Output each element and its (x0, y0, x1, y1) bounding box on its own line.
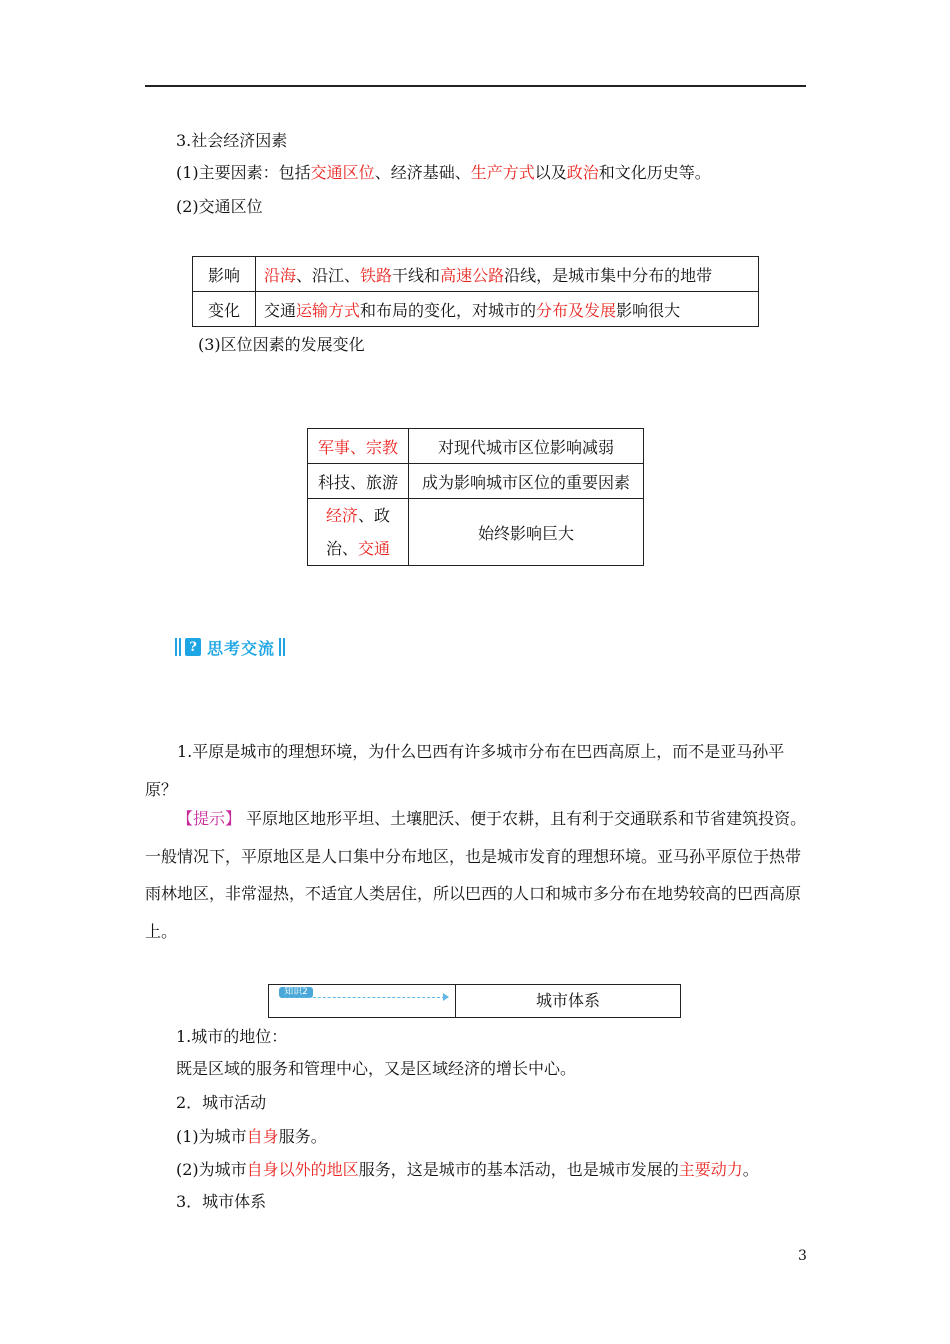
row-value (256, 257, 759, 292)
arrow-icon (443, 993, 449, 1001)
emphasis: 主要动力 (678, 1160, 743, 1179)
table-row (308, 499, 644, 566)
emphasis: 高速公路 (440, 265, 505, 285)
row-key: 影响 (193, 257, 256, 292)
row-key (308, 499, 409, 566)
main-factors-line (176, 160, 711, 183)
text: (1)主要因素：包括 (176, 163, 311, 182)
knowledge-badge: 知识2 (279, 987, 313, 998)
table-row (193, 257, 759, 292)
factor-change-subheading: (3)区位因素的发展变化 (198, 335, 365, 354)
emphasis: 生产方式 (470, 163, 535, 182)
header-rule (145, 85, 806, 87)
text: (1)为城市 (176, 1127, 247, 1146)
knowledge-title: 城市体系 (535, 991, 600, 1010)
traffic-table (192, 256, 759, 327)
dashed-arrow-line (283, 997, 445, 998)
answer-text: 平原地区地形平坦、土壤肥沃、便于农耕，且有利于交通联系和节省建筑投资。一般情况下，平原地区是人口集中分布地区，也是城市发育的理想环境。亚马孙平原位于热带雨林地区，非常湿热，不适宜人类居住，所以巴西的人口和城市多分布在地势较高的巴西高原上。 (145, 809, 807, 941)
text: (2)为城市 (176, 1160, 247, 1179)
city-status-heading: 1.城市的地位： (176, 1027, 288, 1046)
text: 干线和 (392, 265, 441, 285)
city-activity-item-2 (176, 1157, 759, 1180)
tag-label: 思考交流 (207, 638, 276, 658)
emphasis: 自身 (246, 1127, 279, 1146)
city-activity-item-1 (176, 1124, 327, 1147)
emphasis: 经济 (325, 506, 358, 525)
emphasis: 政治 (566, 163, 599, 182)
text: 服务。 (278, 1127, 327, 1146)
think-exchange-tag (175, 636, 287, 658)
tag-bar (283, 638, 285, 656)
city-activity-heading: 2．城市活动 (176, 1093, 267, 1112)
tag-bar (179, 638, 181, 656)
factor-change-table (307, 428, 644, 566)
knowledge-banner (268, 984, 681, 1018)
row-value: 成为影响城市区位的重要因素 (409, 464, 644, 499)
tag-bar (175, 638, 177, 656)
emphasis: 分布及发展 (536, 300, 617, 320)
text: 交通 (264, 300, 297, 320)
text: 。 (742, 1160, 759, 1179)
row-value: 始终影响巨大 (409, 499, 644, 566)
emphasis: 交通区位 (310, 163, 375, 182)
table-row (308, 429, 644, 464)
city-status-body: 既是区域的服务和管理中心，又是区域经济的增长中心。 (176, 1059, 577, 1078)
question-icon: ? (185, 638, 201, 656)
question-text: 1.平原是城市的理想环境，为什么巴西有许多城市分布在巴西高原上，而不是亚马孙平原？ (145, 742, 785, 799)
hint-answer (145, 800, 809, 950)
table-row (193, 292, 759, 327)
row-key: 变化 (193, 292, 256, 327)
page-number: 3 (798, 1248, 807, 1264)
text: 和文化历史等。 (598, 163, 711, 182)
text: 和布局的变化，对城市的 (360, 300, 537, 320)
emphasis: 运输方式 (296, 300, 361, 320)
emphasis: 沿海 (264, 265, 297, 285)
row-value: 对现代城市区位影响减弱 (409, 429, 644, 464)
row-value (256, 292, 759, 327)
text: 、沿江、 (296, 265, 361, 285)
text: 影响很大 (616, 300, 681, 320)
emphasis: 自身以外的地区 (246, 1160, 359, 1179)
table-row (308, 464, 644, 499)
emphasis: 交通 (358, 539, 391, 558)
text: 治、 (325, 539, 358, 558)
emphasis: 铁路 (360, 265, 393, 285)
row-key: 科技、旅游 (308, 464, 409, 499)
text: 、政 (358, 506, 391, 525)
tag-bar (279, 638, 281, 656)
row-key: 军事、宗教 (308, 429, 409, 464)
section-heading: 3.社会经济因素 (176, 131, 288, 150)
traffic-subheading: (2)交通区位 (176, 197, 263, 216)
hint-label: 【提示】 (177, 809, 242, 828)
text: 、经济基础、 (374, 163, 471, 182)
text: 服务，这是城市的基本活动，也是城市发展的 (358, 1160, 679, 1179)
text: 沿线，是城市集中分布的地带 (504, 265, 713, 285)
text: 以及 (534, 163, 567, 182)
city-system-heading: 3．城市体系 (176, 1192, 267, 1211)
